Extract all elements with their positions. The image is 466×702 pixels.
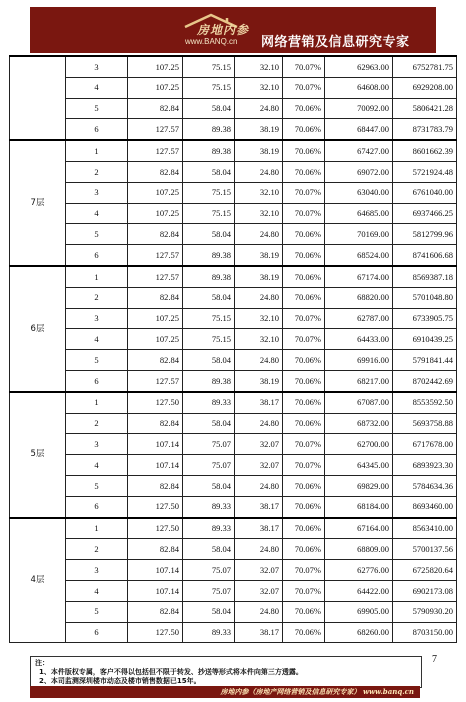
value-cell: 70.06% (283, 119, 325, 140)
floor-label: 4层 (10, 518, 66, 643)
value-cell: 5700137.56 (393, 539, 457, 560)
value-cell: 127.50 (128, 518, 183, 539)
value-cell: 82.84 (128, 161, 183, 182)
value-cell: 24.80 (235, 475, 283, 496)
value-cell: 6893923.30 (393, 455, 457, 476)
value-cell: 75.07 (183, 434, 235, 455)
value-cell: 70.06% (283, 140, 325, 161)
unit-cell: 4 (66, 77, 128, 98)
value-cell: 58.04 (183, 601, 235, 622)
value-cell: 32.07 (235, 434, 283, 455)
value-cell: 67164.00 (325, 518, 393, 539)
value-cell: 58.04 (183, 161, 235, 182)
value-cell: 89.33 (183, 392, 235, 413)
value-cell: 89.33 (183, 496, 235, 517)
floor-group (10, 140, 457, 266)
table-row (10, 182, 457, 203)
value-cell: 6733905.75 (393, 308, 457, 329)
value-cell: 32.07 (235, 580, 283, 601)
value-cell: 62963.00 (325, 56, 393, 77)
unit-cell: 1 (66, 518, 128, 539)
value-cell: 127.57 (128, 119, 183, 140)
floor-label: 7层 (10, 140, 66, 266)
value-cell: 82.84 (128, 224, 183, 245)
value-cell: 6761040.00 (393, 182, 457, 203)
brand-logo (179, 10, 434, 50)
unit-cell: 1 (66, 392, 128, 413)
value-cell: 107.25 (128, 203, 183, 224)
table-row (10, 434, 457, 455)
value-cell: 127.57 (128, 266, 183, 287)
value-cell: 24.80 (235, 413, 283, 434)
value-cell: 68524.00 (325, 245, 393, 266)
value-cell: 70.06% (283, 370, 325, 391)
value-cell: 38.19 (235, 266, 283, 287)
unit-cell: 1 (66, 140, 128, 161)
value-cell: 62787.00 (325, 308, 393, 329)
unit-cell: 5 (66, 601, 128, 622)
value-cell: 89.38 (183, 119, 235, 140)
value-cell: 70.07% (283, 455, 325, 476)
value-cell: 75.15 (183, 182, 235, 203)
value-cell: 68809.00 (325, 539, 393, 560)
value-cell: 24.80 (235, 161, 283, 182)
value-cell: 127.50 (128, 622, 183, 643)
value-cell: 38.17 (235, 392, 283, 413)
unit-cell: 6 (66, 119, 128, 140)
table-row (10, 119, 457, 140)
value-cell: 32.07 (235, 560, 283, 581)
unit-cell: 3 (66, 560, 128, 581)
value-cell: 8741606.68 (393, 245, 457, 266)
value-cell: 127.57 (128, 140, 183, 161)
table-row (10, 245, 457, 266)
value-cell: 24.80 (235, 287, 283, 308)
value-cell: 6752781.75 (393, 56, 457, 77)
value-cell: 5790930.20 (393, 601, 457, 622)
value-cell: 70.06% (283, 245, 325, 266)
value-cell: 75.07 (183, 560, 235, 581)
value-cell: 58.04 (183, 98, 235, 119)
unit-cell: 5 (66, 224, 128, 245)
floor-group (10, 266, 457, 392)
value-cell: 64422.00 (325, 580, 393, 601)
unit-cell: 5 (66, 98, 128, 119)
value-cell: 69905.00 (325, 601, 393, 622)
unit-cell: 3 (66, 56, 128, 77)
notes-heading: 注： (35, 659, 49, 667)
value-cell: 70.07% (283, 182, 325, 203)
value-cell: 127.50 (128, 392, 183, 413)
value-cell: 64685.00 (325, 203, 393, 224)
value-cell: 70.06% (283, 475, 325, 496)
footer-banner (30, 686, 420, 698)
value-cell: 6717678.00 (393, 434, 457, 455)
value-cell: 70169.00 (325, 224, 393, 245)
unit-cell: 6 (66, 370, 128, 391)
value-cell: 58.04 (183, 413, 235, 434)
floor-label: 5层 (10, 392, 66, 518)
value-cell: 6937466.25 (393, 203, 457, 224)
value-cell: 107.25 (128, 56, 183, 77)
value-cell: 127.50 (128, 496, 183, 517)
value-cell: 69829.00 (325, 475, 393, 496)
notes-line-1: 1、本件版权专属，客户不得以包括但不限于转发、抄送等形式将本件向第三方透露。 (39, 668, 303, 676)
value-cell: 107.14 (128, 434, 183, 455)
value-cell: 6902173.08 (393, 580, 457, 601)
value-cell: 70.06% (283, 518, 325, 539)
value-cell: 68217.00 (325, 370, 393, 391)
unit-cell: 4 (66, 329, 128, 350)
table-row (10, 98, 457, 119)
table-row (10, 392, 457, 413)
value-cell: 64345.00 (325, 455, 393, 476)
value-cell: 38.17 (235, 622, 283, 643)
value-cell: 64608.00 (325, 77, 393, 98)
table-row (10, 203, 457, 224)
value-cell: 8703150.00 (393, 622, 457, 643)
value-cell: 89.33 (183, 518, 235, 539)
value-cell: 38.17 (235, 518, 283, 539)
value-cell: 70.07% (283, 77, 325, 98)
value-cell: 24.80 (235, 601, 283, 622)
unit-cell: 5 (66, 350, 128, 371)
value-cell: 67174.00 (325, 266, 393, 287)
value-cell: 75.15 (183, 308, 235, 329)
unit-cell: 2 (66, 287, 128, 308)
table-row (10, 370, 457, 391)
value-cell: 68732.00 (325, 413, 393, 434)
value-cell: 82.84 (128, 475, 183, 496)
unit-cell: 6 (66, 245, 128, 266)
notes-box (30, 656, 422, 688)
table-row (10, 455, 457, 476)
table-row (10, 266, 457, 287)
value-cell: 70.06% (283, 266, 325, 287)
value-cell: 70.06% (283, 98, 325, 119)
table-row (10, 56, 457, 77)
table-row (10, 580, 457, 601)
floor-label: 6层 (10, 266, 66, 392)
value-cell: 69072.00 (325, 161, 393, 182)
value-cell: 107.14 (128, 580, 183, 601)
table-row (10, 496, 457, 517)
value-cell: 6910439.25 (393, 329, 457, 350)
value-cell: 69916.00 (325, 350, 393, 371)
value-cell: 107.25 (128, 329, 183, 350)
value-cell: 5721924.48 (393, 161, 457, 182)
value-cell: 70.07% (283, 203, 325, 224)
value-cell: 70.06% (283, 392, 325, 413)
value-cell: 107.14 (128, 560, 183, 581)
value-cell: 107.14 (128, 455, 183, 476)
value-cell: 68447.00 (325, 119, 393, 140)
value-cell: 70.06% (283, 413, 325, 434)
value-cell: 5784634.36 (393, 475, 457, 496)
floor-group (10, 518, 457, 643)
table-row (10, 350, 457, 371)
unit-cell: 4 (66, 455, 128, 476)
value-cell: 58.04 (183, 287, 235, 308)
value-cell: 89.38 (183, 370, 235, 391)
notes-line-2: 2、本司监测深圳楼市动态及楼市销售数据已15年。 (39, 677, 201, 685)
unit-cell: 3 (66, 182, 128, 203)
value-cell: 70.06% (283, 350, 325, 371)
unit-cell: 6 (66, 496, 128, 517)
table-row (10, 161, 457, 182)
unit-cell: 6 (66, 622, 128, 643)
value-cell: 107.25 (128, 308, 183, 329)
unit-cell: 2 (66, 161, 128, 182)
value-cell: 38.19 (235, 370, 283, 391)
value-cell: 82.84 (128, 350, 183, 371)
value-cell: 82.84 (128, 539, 183, 560)
value-cell: 63040.00 (325, 182, 393, 203)
value-cell: 70.06% (283, 161, 325, 182)
value-cell: 58.04 (183, 539, 235, 560)
table-row (10, 287, 457, 308)
value-cell: 70.06% (283, 287, 325, 308)
unit-cell: 5 (66, 475, 128, 496)
value-cell: 70.07% (283, 560, 325, 581)
value-cell: 107.25 (128, 77, 183, 98)
value-cell: 32.10 (235, 56, 283, 77)
table-row (10, 475, 457, 496)
value-cell: 6929208.00 (393, 77, 457, 98)
value-cell: 70.06% (283, 224, 325, 245)
unit-cell: 4 (66, 203, 128, 224)
value-cell: 32.10 (235, 203, 283, 224)
value-cell: 32.10 (235, 77, 283, 98)
table-row (10, 77, 457, 98)
value-cell: 8563410.00 (393, 518, 457, 539)
value-cell: 127.57 (128, 245, 183, 266)
value-cell: 24.80 (235, 224, 283, 245)
value-cell: 8553592.50 (393, 392, 457, 413)
value-cell: 70.06% (283, 539, 325, 560)
value-cell: 38.19 (235, 119, 283, 140)
unit-cell: 4 (66, 580, 128, 601)
unit-cell: 1 (66, 266, 128, 287)
value-cell: 82.84 (128, 287, 183, 308)
value-cell: 5812799.96 (393, 224, 457, 245)
header-title: 网络营销及信息研究专家 (261, 35, 410, 50)
value-cell: 75.07 (183, 580, 235, 601)
value-cell: 8693460.00 (393, 496, 457, 517)
value-cell: 70.07% (283, 308, 325, 329)
floor-label (10, 56, 66, 140)
value-cell: 89.38 (183, 245, 235, 266)
value-cell: 24.80 (235, 539, 283, 560)
value-cell: 89.38 (183, 140, 235, 161)
brand-site: www.BANQ.cn (185, 37, 238, 46)
value-cell: 58.04 (183, 224, 235, 245)
brand-name: 房地内参 (197, 23, 250, 37)
table-row (10, 140, 457, 161)
value-cell: 8731783.79 (393, 119, 457, 140)
value-cell: 24.80 (235, 98, 283, 119)
floor-group (10, 392, 457, 518)
value-cell: 38.19 (235, 245, 283, 266)
value-cell: 70.07% (283, 56, 325, 77)
value-cell: 70.06% (283, 496, 325, 517)
value-cell: 5693758.88 (393, 413, 457, 434)
value-cell: 68184.00 (325, 496, 393, 517)
value-cell: 64433.00 (325, 329, 393, 350)
value-cell: 75.15 (183, 56, 235, 77)
table-row (10, 539, 457, 560)
value-cell: 32.07 (235, 455, 283, 476)
value-cell: 68260.00 (325, 622, 393, 643)
table-row (10, 601, 457, 622)
value-cell: 70.07% (283, 329, 325, 350)
value-cell: 75.15 (183, 329, 235, 350)
value-cell: 24.80 (235, 350, 283, 371)
table-row (10, 329, 457, 350)
value-cell: 89.38 (183, 266, 235, 287)
value-cell: 38.17 (235, 496, 283, 517)
floor-group (10, 56, 457, 140)
value-cell: 70.07% (283, 434, 325, 455)
table-row (10, 308, 457, 329)
value-cell: 70092.00 (325, 98, 393, 119)
value-cell: 82.84 (128, 413, 183, 434)
unit-cell: 3 (66, 434, 128, 455)
value-cell: 75.15 (183, 77, 235, 98)
unit-cell: 3 (66, 308, 128, 329)
value-cell: 82.84 (128, 98, 183, 119)
value-cell: 67087.00 (325, 392, 393, 413)
price-table (9, 55, 457, 643)
value-cell: 32.10 (235, 308, 283, 329)
value-cell: 8569387.18 (393, 266, 457, 287)
value-cell: 75.07 (183, 455, 235, 476)
header-banner (30, 7, 436, 53)
value-cell: 89.33 (183, 622, 235, 643)
value-cell: 68820.00 (325, 287, 393, 308)
value-cell: 70.07% (283, 580, 325, 601)
value-cell: 32.10 (235, 329, 283, 350)
value-cell: 70.06% (283, 622, 325, 643)
footer-text: 房地内参（房地产网络营销及信息研究专家） www.banq.cn (220, 687, 414, 696)
table-row (10, 224, 457, 245)
value-cell: 67427.00 (325, 140, 393, 161)
value-cell: 6725820.64 (393, 560, 457, 581)
value-cell: 5791841.44 (393, 350, 457, 371)
value-cell: 32.10 (235, 182, 283, 203)
value-cell: 82.84 (128, 601, 183, 622)
value-cell: 62700.00 (325, 434, 393, 455)
page-number: 7 (432, 654, 437, 665)
value-cell: 70.06% (283, 601, 325, 622)
value-cell: 58.04 (183, 475, 235, 496)
table-row (10, 413, 457, 434)
unit-cell: 2 (66, 539, 128, 560)
value-cell: 75.15 (183, 203, 235, 224)
value-cell: 107.25 (128, 182, 183, 203)
table-row (10, 560, 457, 581)
table-row (10, 622, 457, 643)
value-cell: 62776.00 (325, 560, 393, 581)
table-row (10, 518, 457, 539)
unit-cell: 2 (66, 413, 128, 434)
value-cell: 5701048.80 (393, 287, 457, 308)
value-cell: 58.04 (183, 350, 235, 371)
value-cell: 5806421.28 (393, 98, 457, 119)
value-cell: 38.19 (235, 140, 283, 161)
value-cell: 127.57 (128, 370, 183, 391)
value-cell: 8702442.69 (393, 370, 457, 391)
value-cell: 8601662.39 (393, 140, 457, 161)
